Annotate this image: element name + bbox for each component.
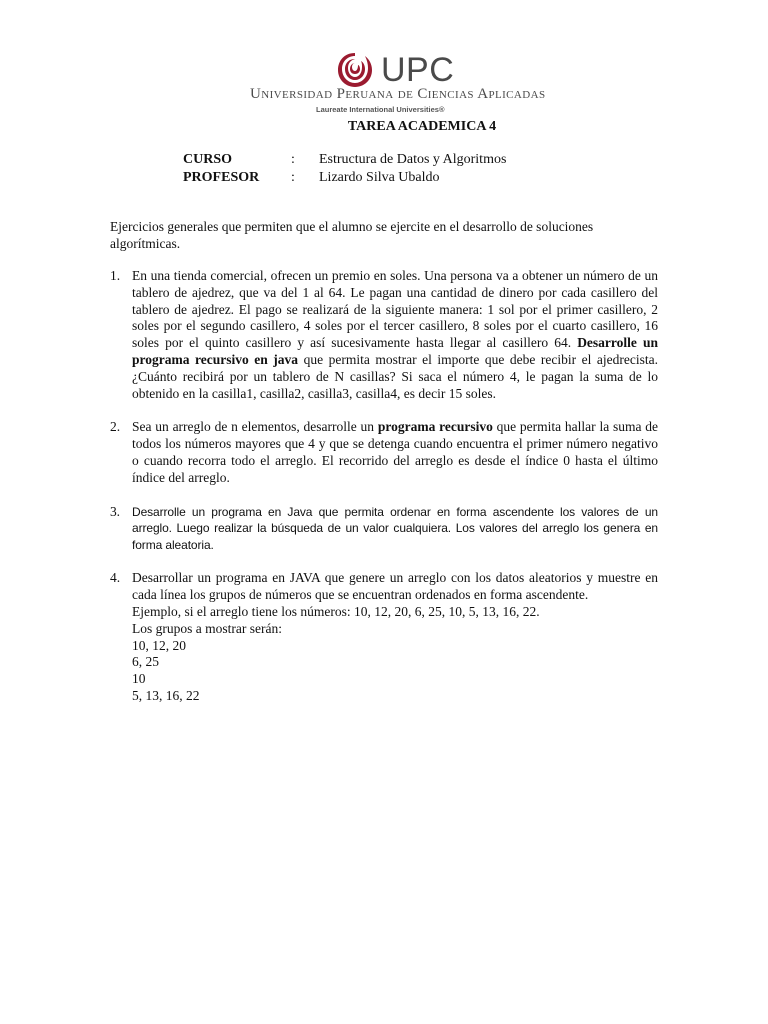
upc-logo xyxy=(250,50,546,115)
course-label: CURSO xyxy=(183,152,233,167)
groups-label: Los grupos a mostrar serán: xyxy=(132,620,282,636)
group-line: 6, 25 xyxy=(132,654,159,670)
exercise-text-pre: Sea un arreglo de n elementos, desarrolle un xyxy=(132,419,378,435)
exercise-item-2 xyxy=(110,419,658,486)
exercise-text-post: que permita hallar la suma de todos los números mayores que 4 y que se detenga cuando encuentra el primer número negativo o cuando recorra todo el arreglo. El recorrido del arreglo es desde el índice 0 hasta el último índice del arreglo. xyxy=(132,419,658,485)
exercise-text: Desarrolle un programa en Java que permita ordenar en forma ascendente los valores de un arreglo. Luego realizar la búsqueda de un valor cualquiera. Los valores del arreglo los genera en forma aleatoria. xyxy=(132,504,658,552)
group-line: 10 xyxy=(132,671,146,687)
network-name: Laureate International Universities® xyxy=(316,105,445,114)
professor-row xyxy=(183,169,506,187)
professor-value: Lizardo Silva Ubaldo xyxy=(319,170,440,185)
example-text: Ejemplo, si el arreglo tiene los números: 10, 12, 20, 6, 25, 10, 5, 13, 16, 22. xyxy=(132,603,540,619)
exercise-text-pre: En una tienda comercial, ofrecen un premio en soles. Una persona va a obtener un número de un tablero de ajedrez, que va del 1 al 64. Le pagan una cantidad de dinero por cada casillero del tablero de ajedrez. El pago se realizará de la siguiente manera: 1 sol por el primer casillero, 2 soles por el segundo casillero, 4 soles por el tercer casillero, 8 soles por el cuarto casillero, 16 soles por el quinto casillero y así sucesivamente hasta llegar al casillero 64. xyxy=(132,268,658,351)
exercise-item-3 xyxy=(110,504,658,554)
course-value: Estructura de Datos y Algoritmos xyxy=(319,152,507,167)
exercise-number: 1. xyxy=(110,268,121,283)
upc-emblem-icon xyxy=(335,50,375,90)
exercise-number: 2. xyxy=(110,419,121,435)
course-row xyxy=(183,151,506,169)
logo-mark xyxy=(335,50,454,90)
exercise-number: 4. xyxy=(110,570,121,586)
exercise-text-bold: Desarrolle un programa recursivo en java xyxy=(132,335,659,367)
example-block xyxy=(132,604,658,705)
intro-paragraph: Ejercicios generales que permiten que el alumno se ejercite en el desarrollo de soluciones algorítmicas. xyxy=(110,219,594,251)
university-name: Universidad Peruana de Ciencias Aplicadas xyxy=(250,86,546,102)
group-line: 10, 12, 20 xyxy=(132,637,186,653)
course-info xyxy=(183,151,506,187)
professor-separator: : xyxy=(291,170,295,185)
exercise-text-post: que permita mostrar el importe que debe recibir el ajedrecista. ¿Cuánto recibirá por un tablero de N casillas? Si saca el número 4, le pagan la suma de lo obtenido en la casilla1, casilla2, casilla3, casilla4, es decir 15 soles. xyxy=(132,351,658,401)
exercise-text: Desarrollar un programa en JAVA que genere un arreglo con los datos aleatorios y muestre en cada línea los grupos de números que se encuentran ordenados en forma ascendente. xyxy=(132,570,658,603)
exercise-item-4 xyxy=(110,570,658,704)
document-title: TAREA ACADEMICA 4 xyxy=(347,119,497,134)
professor-label: PROFESOR xyxy=(183,170,260,185)
exercise-item-1 xyxy=(110,268,658,402)
exercise-number: 3. xyxy=(110,503,120,519)
brand-name: UPC xyxy=(381,51,455,89)
group-line: 5, 13, 16, 22 xyxy=(132,687,200,703)
exercise-text-bold: programa recursivo xyxy=(377,419,493,435)
course-separator: : xyxy=(291,152,295,167)
exercise-list xyxy=(110,268,658,722)
